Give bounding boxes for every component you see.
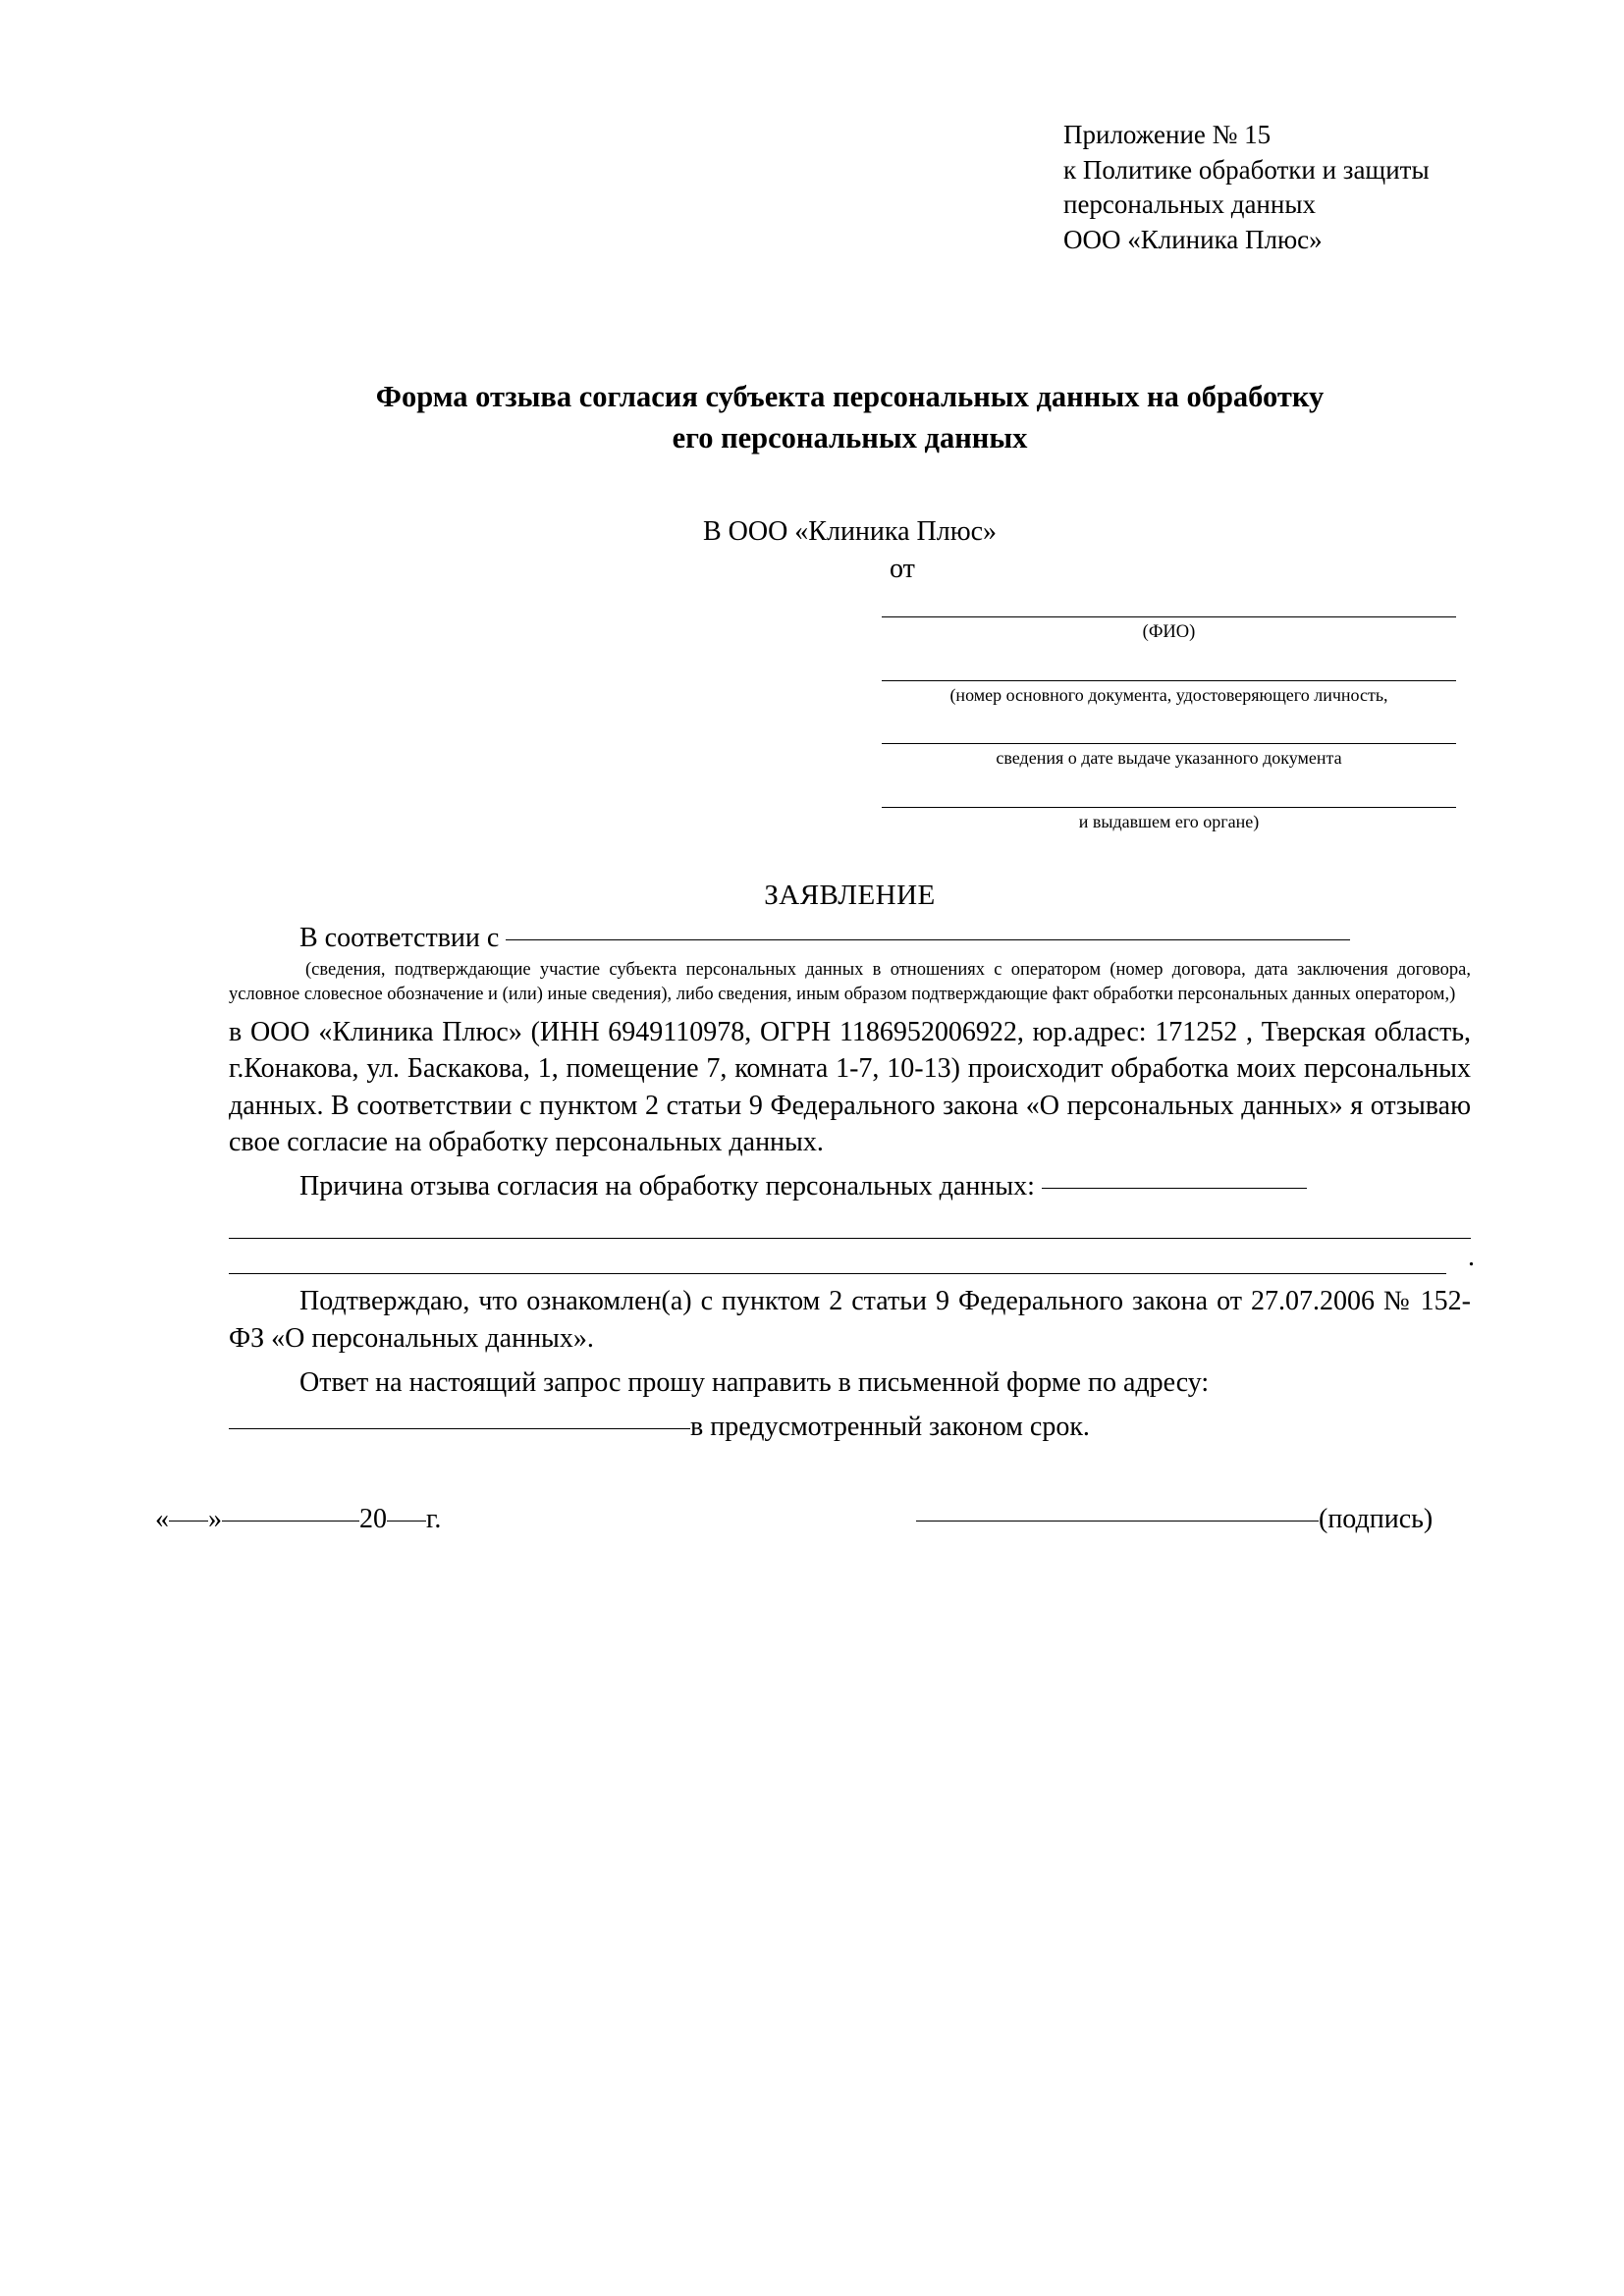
document-date-input-line[interactable] xyxy=(882,714,1456,744)
reason-input-line-3[interactable] xyxy=(229,1240,1446,1274)
reason-input-line-2-row xyxy=(229,1204,1471,1240)
addressee-from-label: от xyxy=(890,553,915,584)
date-field[interactable] xyxy=(155,1504,441,1535)
answer-address-input-line[interactable] xyxy=(229,1428,690,1429)
appendix-header xyxy=(1063,118,1471,258)
signature-field[interactable] xyxy=(916,1504,1433,1535)
statement-body: в ООО «Клиника Плюс» (ИНН 6949110978, ОГРН 1186952006922, юр.адрес: 171252 , Тверская область, г.Конакова, ул. Баскакова, 1, помещение 7, комната 1-7, 10-13) происходит обработка моих персональных данных. В соответствии с пунктом 2 статьи 9 Федерального закона «О персональных данных» я отзываю свое согласие на обработку персональных данных. xyxy=(229,1017,1471,1157)
answer-paragraph: Ответ на настоящий запрос прошу направить в письменной форме по адресу: xyxy=(299,1366,1210,1398)
reason-row xyxy=(229,1168,1471,1204)
document-content xyxy=(155,0,1475,1547)
answer-address-row xyxy=(229,1409,1471,1445)
date-day-input[interactable] xyxy=(169,1521,208,1522)
document-number-input-line[interactable] xyxy=(882,651,1456,681)
fio-input-line[interactable] xyxy=(882,587,1456,617)
in-accordance-row xyxy=(229,920,1471,956)
addressee-organization: В ООО «Клиника Плюс» xyxy=(702,515,998,547)
signature-row xyxy=(155,1504,1471,1547)
in-accordance-label: В соответствии с xyxy=(299,923,500,954)
signature-input-line[interactable] xyxy=(916,1521,1319,1522)
appendix-header-line-4: ООО «Клиника Плюс» xyxy=(1063,224,1323,254)
fio-caption: (ФИО) xyxy=(1142,621,1196,642)
date-year-prefix: 20 xyxy=(359,1504,387,1535)
in-accordance-input-line[interactable] xyxy=(506,939,1350,940)
reason-label: Причина отзыва согласия на обработку персональных данных: xyxy=(299,1171,1035,1202)
appendix-header-line-3: персональных данных xyxy=(1063,189,1316,220)
document-number-caption: (номер основного документа, удостоверяющего личность, xyxy=(949,684,1388,705)
appendix-header-line-1: Приложение № 15 xyxy=(1063,120,1272,149)
reason-input-line-1[interactable] xyxy=(1042,1188,1307,1189)
appendix-header-line-2: к Политике обработки и защиты xyxy=(1063,154,1430,185)
page-title xyxy=(229,376,1471,459)
answer-address-tail: в предусмотренный законом срок. xyxy=(690,1412,1090,1443)
document-date-caption: сведения о дате выдаче указанного документа xyxy=(996,748,1342,769)
confirmation-paragraph: Подтверждаю, что ознакомлен(а) с пунктом 2 статьи 9 Федерального закона от 27.07.2006 № 152-ФЗ «О персональных данных». xyxy=(229,1286,1471,1354)
date-year-suffix: г. xyxy=(426,1504,442,1535)
date-month-input[interactable] xyxy=(222,1521,359,1522)
addressee-from-row xyxy=(229,554,1471,587)
date-open-quote: « xyxy=(155,1504,169,1535)
document-issuer-caption: и выдавшем его органе) xyxy=(1078,811,1260,831)
in-accordance-fineprint: (сведения, подтверждающие участие субъекта персональных данных в отношениях с оператором (номер договора, дата заключения договора, условное словесное обозначение и (или) иные сведения), либо сведения, иным образом подтверждающие факт обработки персональных данных оператором,) xyxy=(229,960,1471,1004)
addressee-blanks xyxy=(882,587,1456,840)
date-close-quote: » xyxy=(208,1504,222,1535)
reason-input-line-2[interactable] xyxy=(229,1204,1471,1239)
page-title-line-1: Форма отзыва согласия субъекта персональных данных на обработку xyxy=(375,379,1325,413)
statement-heading: ЗАЯВЛЕНИЕ xyxy=(764,880,936,912)
document-issuer-input-line[interactable] xyxy=(882,777,1456,808)
reason-end-period: . xyxy=(1468,1242,1475,1273)
reason-input-line-3-row xyxy=(229,1240,1475,1275)
signature-caption: (подпись) xyxy=(1319,1504,1434,1535)
page-title-line-2: его персональных данных xyxy=(672,421,1028,455)
date-year-input[interactable] xyxy=(387,1521,426,1522)
